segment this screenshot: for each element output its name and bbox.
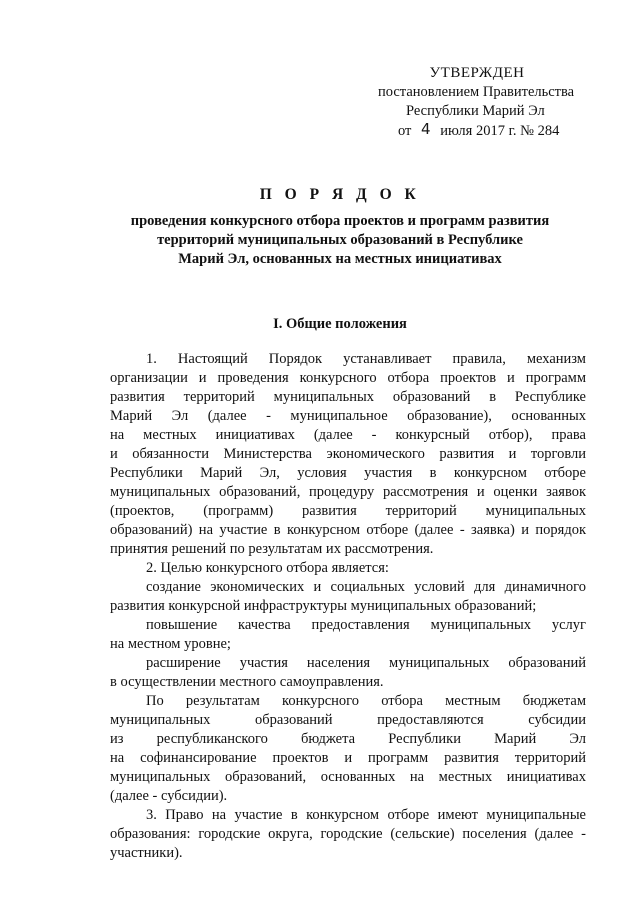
subtitle-line: Марий Эл, основанных на местных инициативах: [178, 251, 502, 267]
body-text: [110, 350, 586, 863]
body-line: организации и проведения конкурсного отбора проектов и программ: [110, 370, 586, 386]
body-line: (проектов, (программ) развития территорий муниципальных: [110, 503, 586, 519]
body-line: участники).: [110, 845, 183, 861]
approval-line-1: постановлением Правительства: [378, 84, 575, 100]
body-line: Марий Эл (далее - муниципальное образование), основанных: [110, 408, 586, 424]
body-line: развития конкурсной инфраструктуры муниципальных образований;: [110, 598, 537, 614]
body-line: (далее - субсидии).: [110, 788, 228, 804]
body-line: образования: городские округа, городские (сельские) поселения (далее -: [110, 826, 586, 842]
approval-line-2: Республики Марий Эл: [406, 103, 545, 119]
body-line: образований) на участие в конкурсном отборе (далее - заявка) и порядок: [110, 522, 586, 538]
body-line: на местных инициативах (далее - конкурсный отбор), права: [110, 427, 586, 443]
body-line: муниципальных образований, процедуру рассмотрения и оценки заявок: [110, 484, 586, 500]
approval-date: [372, 121, 582, 141]
body-line: в осуществлении местного самоуправления.: [110, 674, 384, 690]
body-line: По результатам конкурсного отбора местным бюджетам: [146, 693, 586, 709]
approval-title: УТВЕРЖДЕН: [429, 65, 525, 81]
body-line: Республики Марий Эл, условия участия в конкурсном отборе: [110, 465, 586, 481]
body-line: создание экономических и социальных условий для динамичного: [146, 579, 586, 595]
body-line: развития территорий муниципальных образований в Республике: [110, 389, 586, 405]
subtitle-line: территорий муниципальных образований в Республике: [157, 232, 523, 248]
section-title: I. Общие положения: [273, 316, 407, 332]
approval-date-suffix: июля 2017 г. № 284: [440, 123, 560, 139]
body-line: принятия решений по результатам их рассмотрения.: [110, 541, 434, 557]
body-line: на софинансирование проектов и программ развития территорий: [110, 750, 586, 766]
body-line: 2. Целью конкурсного отбора является:: [146, 560, 389, 576]
body-line: повышение качества предоставления муниципальных услуг: [146, 617, 586, 633]
approval-date-prefix: от: [398, 123, 412, 139]
body-line: 1. Настоящий Порядок устанавливает правила, механизм: [146, 351, 586, 367]
body-line: и обязанности Министерства экономического развития и торговли: [110, 446, 586, 462]
approval-stamp: [372, 64, 582, 141]
body-line: на местном уровне;: [110, 636, 231, 652]
document-subtitle: [80, 212, 600, 269]
body-line: расширение участия населения муниципальных образований: [146, 655, 586, 671]
body-line: муниципальных образований предоставляются субсидии: [110, 712, 586, 728]
subtitle-line: проведения конкурсного отбора проектов и программ развития: [130, 213, 550, 229]
body-line: из республиканского бюджета Республики Марий Эл: [110, 731, 586, 747]
body-line: муниципальных образований, основанных на местных инициативах: [110, 769, 586, 785]
approval-date-day: 4: [421, 120, 431, 138]
document-title: П О Р Я Д О К: [259, 186, 421, 203]
body-line: 3. Право на участие в конкурсном отборе имеют муниципальные: [146, 807, 586, 823]
